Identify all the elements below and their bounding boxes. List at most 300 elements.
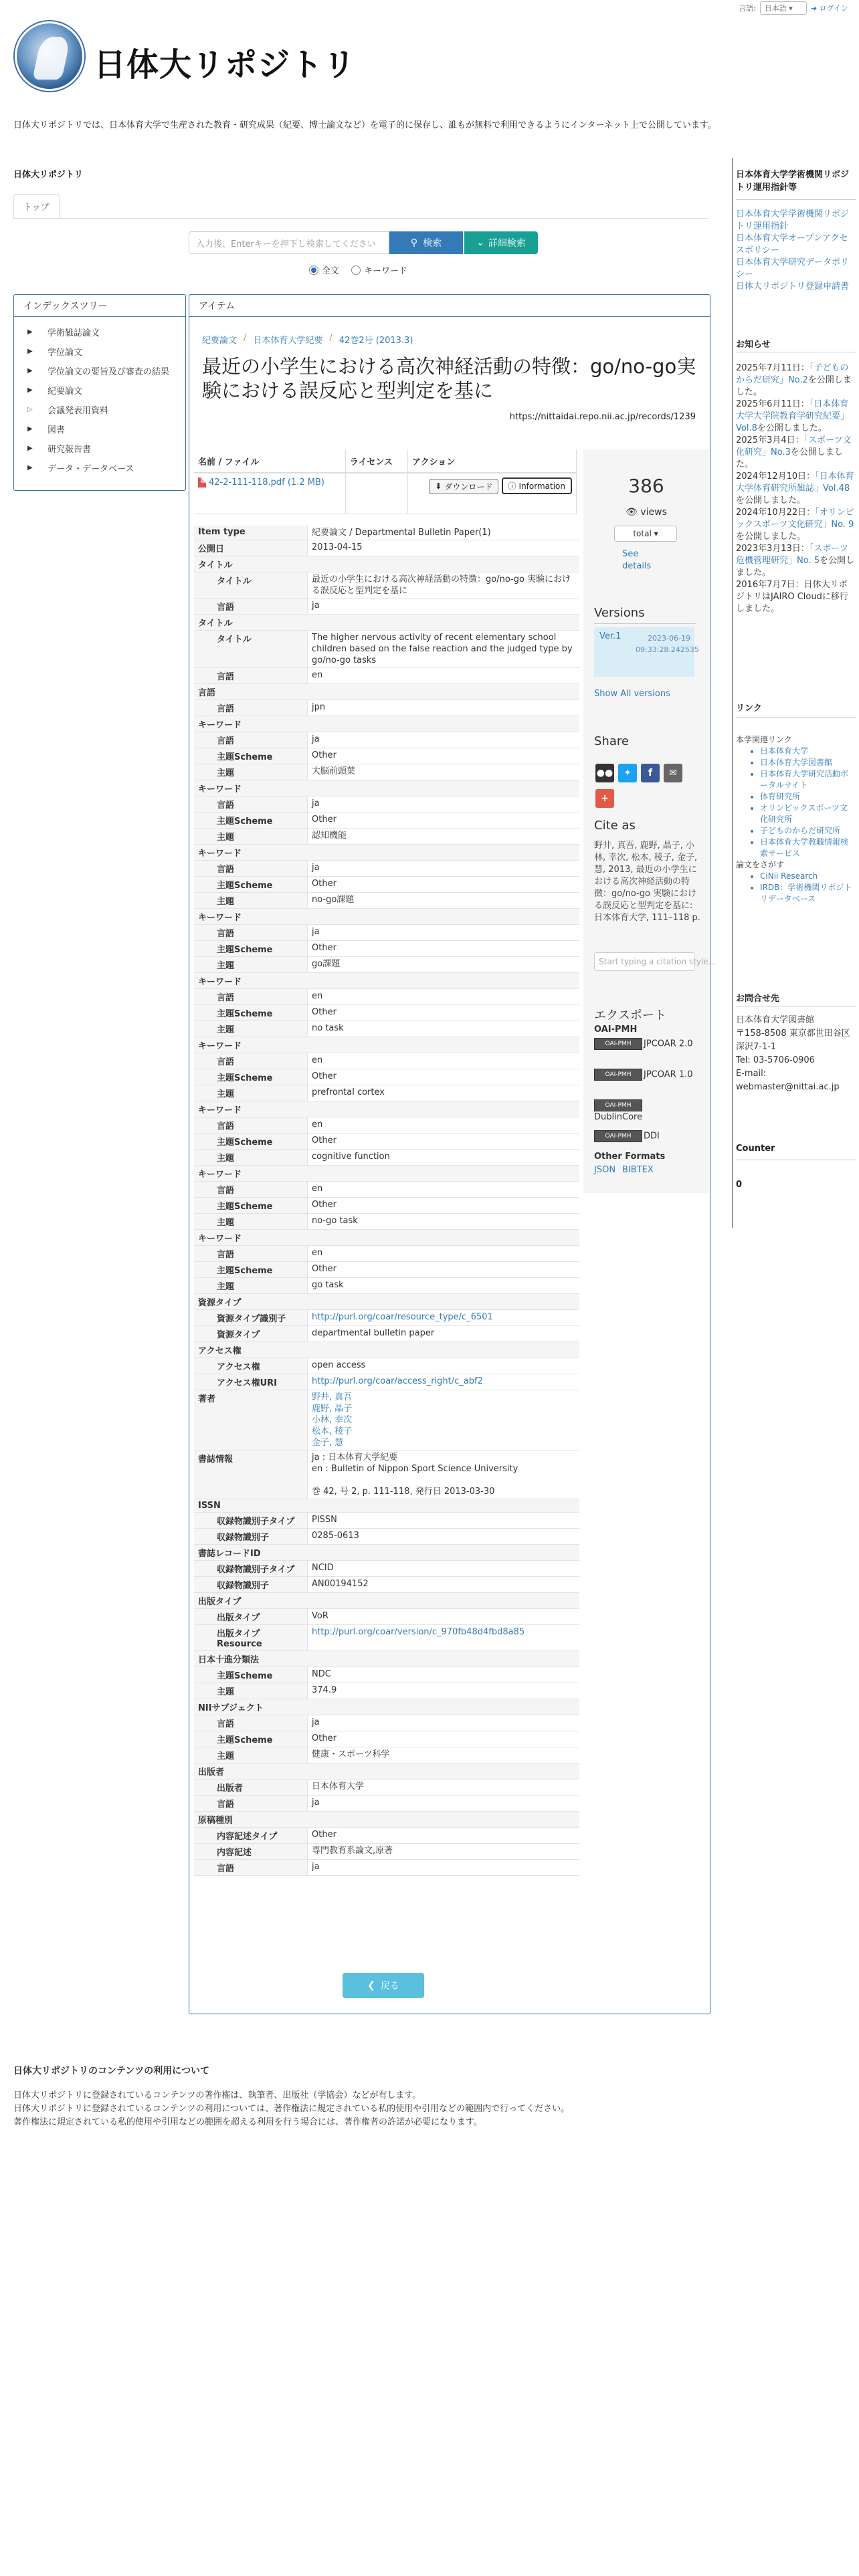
policy-links: [736, 209, 855, 293]
section-divider: [736, 717, 856, 718]
export-format-label: JPCOAR 1.0: [644, 1069, 693, 1080]
metadata-value: go task: [312, 1280, 344, 1290]
metadata-key: 出版者: [194, 1780, 308, 1795]
metadata-row: [194, 1278, 579, 1294]
news-suffix: を公開しました。: [736, 496, 806, 506]
metadata-key: 主題Scheme: [194, 1069, 308, 1085]
metadata-row: [194, 829, 579, 845]
metadata-value: cognitive function: [312, 1152, 390, 1162]
index-tree: [13, 294, 186, 491]
login-label: ログイン: [819, 4, 848, 13]
radio-keyword[interactable]: [351, 263, 407, 276]
news-date: 2016年7月7日：日体大リポジトリはJAIRO Cloudに移行しました。: [736, 580, 848, 614]
tree-item[interactable]: [14, 400, 185, 419]
metadata-key: 言語: [194, 700, 308, 716]
links-heading: リンク: [736, 704, 762, 714]
metadata-row: [194, 861, 579, 877]
metadata-section-row: [194, 909, 579, 925]
metadata-row: [194, 1005, 579, 1021]
item-title: 最近の小学生における高次神経活動の特徴：go/no-go実験における誤反応と型判定を基に: [202, 355, 696, 402]
metadata-section-row: [194, 1651, 579, 1667]
caret-right-icon[interactable]: ▶: [27, 328, 33, 336]
metadata-key: キーワード: [194, 845, 579, 860]
oai-pmh-badge-icon: OAI-PMH: [594, 1038, 642, 1050]
contact-info: [736, 1014, 855, 1094]
tree-item[interactable]: [14, 381, 185, 400]
metadata-key: 書誌情報: [194, 1451, 308, 1499]
metadata-link[interactable]: http://purl.org/coar/version/c_970fb48d4fbd8a85: [312, 1627, 525, 1637]
author-link[interactable]: 鹿野, 晶子: [312, 1404, 353, 1414]
metadata-value: ja: [312, 1798, 320, 1808]
tree-item[interactable]: [14, 458, 185, 477]
metadata-key: 主題Scheme: [194, 813, 308, 828]
metadata-row: [194, 925, 579, 941]
metadata-value: The higher nervous activity of recent elementary school children based on the false reaction and the judged type by go/no-go tasks: [312, 633, 573, 665]
caret-right-icon[interactable]: ▶: [27, 348, 33, 355]
metadata-key: キーワード: [194, 1037, 579, 1053]
news-item: [736, 543, 855, 579]
news-link[interactable]: 「オリンピックスポーツ文化研究」No. 9: [736, 508, 854, 530]
search-type-radios: [309, 263, 407, 276]
author-link[interactable]: 野井, 真吾: [312, 1392, 353, 1402]
metadata-row: [194, 526, 579, 540]
caret-right-icon[interactable]: ▶: [27, 367, 33, 374]
information-label: Information: [518, 481, 565, 491]
news-item: [736, 579, 855, 615]
metadata-key: キーワード: [194, 1101, 579, 1117]
metadata-key: 主題: [194, 893, 308, 908]
metadata-line: en : Bulletin of Nippon Sport Science University: [312, 1464, 518, 1474]
back-button[interactable]: [343, 1973, 424, 1998]
license-cell: [346, 473, 408, 514]
column-header: 名前 / ファイル: [194, 449, 346, 473]
author-link[interactable]: 小林, 幸次: [312, 1415, 353, 1425]
metadata-row: [194, 1780, 579, 1796]
metadata-value: PISSN: [312, 1515, 337, 1525]
metadata-row: [194, 813, 579, 829]
metadata-key: 収録物識別子: [194, 1529, 308, 1544]
metadata-key: 主題Scheme: [194, 941, 308, 956]
metadata-key: 公開日: [194, 540, 308, 556]
metadata-key: 主題: [194, 1278, 308, 1293]
metadata-row: [194, 1358, 579, 1374]
news-item: [736, 507, 855, 543]
metadata-row: [194, 540, 579, 556]
citation-style-input[interactable]: Start typing a citation style...: [594, 952, 694, 971]
export-format-label: DublinCore: [594, 1112, 643, 1122]
oai-pmh-badge-icon: OAI-PMH: [594, 1130, 642, 1142]
metadata-value: VoR: [312, 1611, 328, 1621]
metadata-value: go課題: [312, 959, 341, 969]
tree-item-label: 学位論文の要旨及び審査の結果: [47, 367, 170, 377]
metadata-key: 出版タイプResource: [194, 1625, 308, 1650]
version-link[interactable]: Ver.1: [599, 631, 622, 641]
metadata-key: 言語: [194, 925, 308, 940]
metadata-key: アクセス権URI: [194, 1374, 308, 1390]
metadata-link[interactable]: http://purl.org/coar/access_right/c_abf2: [312, 1376, 483, 1386]
metadata-value: Other: [312, 1007, 337, 1017]
counter-value: 0: [736, 1180, 743, 1190]
breadcrumb-item[interactable]: 日本体育大学紀要: [253, 336, 323, 346]
metadata-value: jpn: [312, 702, 326, 712]
login-icon: ➜: [810, 4, 818, 13]
export-dublincore-link[interactable]: [594, 1099, 694, 1123]
metadata-value: ja: [312, 734, 320, 744]
metadata-section-row: [194, 684, 579, 700]
metadata-row: [194, 1796, 579, 1812]
contact-line: 〒158-8508 東京都世田谷区深沢7-1-1: [736, 1029, 850, 1052]
metadata-key: キーワード: [194, 716, 579, 732]
metadata-key: 出版タイプ: [194, 1609, 308, 1624]
metadata-row: [194, 700, 579, 716]
news-link[interactable]: 「子どものからだ研究」No.2: [736, 363, 849, 385]
tab-top[interactable]: トップ: [13, 194, 60, 219]
footer-line: 著作権法に規定されている私的使用や引用などの範囲を超える利用を行う場合には、著作権者の許諾が必要になります。: [13, 2117, 482, 2127]
file-row: [194, 473, 577, 514]
file-table-header: [194, 449, 577, 473]
radio-dot: [351, 265, 361, 275]
language-select[interactable]: 日本語 ▾: [760, 1, 807, 15]
metadata-value: en: [312, 1055, 323, 1065]
metadata-key: キーワード: [194, 1230, 579, 1245]
sidebar-link[interactable]: • 日本体育大学教職情報検索サービス: [760, 837, 855, 859]
metadata-key: 資源タイプ識別子: [194, 1310, 308, 1325]
index-tree-title: インデックスツリー: [14, 295, 185, 317]
metadata-key: 内容記述タイプ: [194, 1828, 308, 1843]
oai-pmh-badge-icon: OAI-PMH: [594, 1069, 642, 1081]
metadata-key: ISSN: [194, 1499, 579, 1512]
tree-item-label: データ・データベース: [47, 464, 134, 474]
export-json-link[interactable]: JSON: [594, 1165, 616, 1175]
language-value: 日本語: [764, 4, 787, 13]
search-button[interactable]: [389, 231, 463, 254]
caret-right-icon[interactable]: ▶: [27, 445, 33, 452]
metadata-key: 主題: [194, 1085, 308, 1101]
file-table: [194, 449, 577, 514]
caret-right-icon[interactable]: ▶: [27, 464, 33, 471]
news-date: 2025年6月11日：: [736, 399, 809, 409]
news-item: [736, 435, 855, 471]
login-link[interactable]: [811, 3, 848, 13]
add-icon[interactable]: +: [595, 789, 614, 808]
views-count: 386: [628, 475, 664, 497]
metadata-section-row: [194, 845, 579, 861]
advanced-search-label: 詳細検索: [488, 238, 526, 249]
other-formats-links: [594, 1165, 654, 1175]
export-bibtex-link[interactable]: BIBTEX: [622, 1165, 654, 1175]
metadata-value: 紀要論文 / Departmental Bulletin Paper(1): [312, 528, 491, 538]
metadata-key: 主題: [194, 1214, 308, 1229]
facebook-icon[interactable]: f: [641, 764, 660, 782]
metadata-value: en: [312, 1119, 323, 1130]
metadata-value: prefrontal cortex: [312, 1087, 385, 1097]
metadata-key: 主題Scheme: [194, 1198, 308, 1213]
metadata-link[interactable]: http://purl.org/coar/resource_type/c_6501: [312, 1312, 493, 1322]
metadata-row: [194, 1262, 579, 1278]
metadata-value: en: [312, 670, 323, 680]
search-button-label: 検索: [423, 238, 442, 249]
metadata-section-row: [194, 1499, 579, 1513]
metadata-key: 言語: [194, 1182, 308, 1197]
download-button[interactable]: [429, 479, 498, 494]
metadata-section-row: [194, 1545, 579, 1561]
metadata-key: 言語: [194, 989, 308, 1004]
news-item: [736, 471, 855, 507]
metadata-key: キーワード: [194, 909, 579, 924]
export-heading: エクスポート: [594, 1008, 666, 1023]
metadata-key: 主題: [194, 764, 308, 780]
metadata-key: 主題Scheme: [194, 1134, 308, 1149]
period-select[interactable]: total ▾: [614, 526, 677, 542]
policy-link[interactable]: 日本体育大学研究データポリシー: [736, 257, 850, 280]
metadata-value: 健康・スポーツ科学: [312, 1749, 390, 1759]
export-format-label: DDI: [644, 1131, 660, 1142]
metadata-value: Other: [312, 1830, 337, 1840]
metadata-row: [194, 1117, 579, 1134]
information-button[interactable]: [502, 477, 572, 494]
metadata-value: [308, 1374, 579, 1390]
metadata-key: 収録物識別子: [194, 1577, 308, 1592]
metadata-value: departmental bulletin paper: [312, 1328, 435, 1338]
metadata-value: 日本体育大学: [312, 1782, 365, 1792]
metadata-row: [194, 1577, 579, 1593]
news-link[interactable]: 「日本体育大学体育研究所雑誌」Vol.48: [736, 471, 854, 494]
policy-link[interactable]: 日本体育大学学術機関リポジトリ運用指針: [736, 209, 850, 231]
breadcrumb: [202, 333, 413, 346]
metadata-key: 内容記述: [194, 1844, 308, 1859]
metadata-row: [194, 796, 579, 813]
contact-heading: お問合せ先: [736, 994, 780, 1004]
metadata-section-row: [194, 615, 579, 631]
radio-label: 全文: [322, 266, 340, 276]
metadata-key: タイトル: [194, 631, 308, 667]
metadata-key: 原稿種別: [194, 1812, 579, 1827]
metadata-key: 資源タイプ: [194, 1326, 308, 1341]
export-jpcoar2-link[interactable]: [594, 1038, 694, 1050]
metadata-value: Other: [312, 1136, 337, 1146]
author-link[interactable]: 金子, 慧: [312, 1438, 344, 1448]
policy-link[interactable]: 日体大リポジトリ登録申請書: [736, 282, 850, 292]
metadata-key: 言語: [194, 1117, 308, 1133]
news-suffix: を公開しました。: [736, 532, 806, 542]
metadata-value: ja: [312, 798, 320, 809]
sidebar-link[interactable]: • CiNii Research: [760, 871, 855, 882]
news-suffix: を公開しました。: [736, 447, 843, 469]
metadata-key: キーワード: [194, 1166, 579, 1181]
breadcrumb-item[interactable]: 42巻2号 (2013.3): [339, 336, 413, 346]
news-heading: お知らせ: [736, 340, 771, 350]
share-heading: Share: [594, 734, 629, 748]
contact-line: Tel: 03-5706-0906: [736, 1055, 815, 1065]
sidebar-link[interactable]: • 子どものからだ研究所: [760, 825, 855, 837]
caret-right-icon[interactable]: ▶: [27, 425, 33, 433]
advanced-search-button[interactable]: [464, 231, 538, 254]
news-suffix: を公開しました。: [757, 423, 827, 433]
metadata-row: [194, 1214, 579, 1230]
tree-item[interactable]: [14, 322, 185, 342]
metadata-value: ja: [312, 863, 320, 873]
mendeley-icon[interactable]: ●●: [595, 764, 614, 782]
metadata-key: 収録物識別子タイプ: [194, 1561, 308, 1576]
metadata-key: 収録物識別子タイプ: [194, 1513, 308, 1528]
metadata-row: [194, 1609, 579, 1625]
metadata-row: [194, 1085, 579, 1101]
tree-item[interactable]: [14, 342, 185, 361]
metadata-row: [194, 631, 579, 668]
sidebar-link[interactable]: • 日本体育大学図書館: [760, 757, 855, 768]
item-panel-title: アイテム: [189, 295, 710, 317]
tree-item-label: 図書: [47, 425, 66, 435]
news-suffix: を公開しました。: [736, 375, 852, 397]
metadata-value: no task: [312, 1023, 344, 1033]
metadata-key: キーワード: [194, 973, 579, 988]
metadata-value: en: [312, 1184, 323, 1194]
tree-item[interactable]: [14, 419, 185, 439]
email-icon[interactable]: ✉: [664, 764, 682, 782]
export-format-label: JPCOAR 2.0: [644, 1039, 693, 1049]
metadata-key: 主題: [194, 829, 308, 844]
item-permalink: https://nittaidai.repo.nii.ac.jp/records/1239: [509, 412, 696, 422]
metadata-key: 言語: [194, 684, 579, 700]
metadata-value: Other: [312, 1733, 337, 1743]
metadata-key: 出版タイプ: [194, 1593, 579, 1608]
metadata-key: 言語: [194, 1715, 308, 1731]
tree-item-label: 紀要論文: [47, 387, 83, 397]
links-group-label: 論文をさがす: [736, 860, 785, 869]
tree-item-label: 研究報告書: [47, 445, 92, 455]
show-all-versions-link[interactable]: Show All versions: [594, 689, 670, 699]
metadata-key: 主題: [194, 1747, 308, 1763]
metadata-row: [194, 1747, 579, 1763]
metadata-key: 日本十進分類法: [194, 1651, 579, 1667]
sidebar-link[interactable]: • 体育研究所: [760, 791, 855, 802]
metadata-value: Other: [312, 943, 337, 953]
metadata-line: 巻 42, 号 2, p. 111-118, 発行日 2013-03-30: [312, 1487, 495, 1497]
tree-item[interactable]: [14, 439, 185, 458]
metadata-row: [194, 1198, 579, 1214]
cite-heading: Cite as: [594, 819, 636, 833]
metadata-key: 主題Scheme: [194, 1005, 308, 1021]
metadata-key: 著者: [194, 1390, 308, 1450]
metadata-key: キーワード: [194, 780, 579, 796]
metadata-key: NIIサブジェクト: [194, 1699, 579, 1715]
tree-item[interactable]: [14, 361, 185, 381]
metadata-key: タイトル: [194, 572, 308, 598]
metadata-row: [194, 1625, 579, 1651]
metadata-row: [194, 1715, 579, 1731]
views-label-text: views: [640, 507, 667, 518]
sidebar-link[interactable]: • オリンピックスポーツ文化研究所: [760, 802, 855, 825]
metadata-value: AN00194152: [312, 1579, 369, 1589]
search-input[interactable]: 入力後、Enterキーを押下し検索してください: [189, 231, 389, 254]
column-header: アクション: [408, 449, 577, 473]
caret-right-icon[interactable]: ▶: [27, 387, 33, 394]
news-suffix: を公開しました。: [736, 556, 855, 578]
author-link[interactable]: 松本, 稜子: [312, 1426, 353, 1436]
metadata-key: 主題: [194, 1021, 308, 1037]
metadata-row: [194, 599, 579, 615]
see-details-link[interactable]: See details: [622, 549, 652, 571]
sidebar-link[interactable]: • 日本体育大学: [760, 746, 855, 757]
export-ddi-link[interactable]: [594, 1130, 694, 1142]
metadata-key: 主題: [194, 1150, 308, 1165]
pdf-file-icon: [198, 477, 206, 488]
metadata-key: 言語: [194, 861, 308, 876]
policy-link[interactable]: 日本体育大学オープンアクセスポリシー: [736, 233, 848, 255]
metadata-key: 主題Scheme: [194, 748, 308, 764]
eye-icon: 👁: [626, 507, 638, 518]
tab-divider: [13, 218, 709, 219]
sidebar-divider: [732, 158, 733, 1228]
metadata-key: Item type: [194, 526, 308, 540]
metadata-row: [194, 1667, 579, 1683]
metadata-section-row: [194, 1699, 579, 1715]
metadata-key: 資源タイプ: [194, 1294, 579, 1309]
metadata-key: 主題Scheme: [194, 1667, 308, 1683]
footer-line: 日体大リポジトリに登録されているコンテンツの著作権は、執筆者、出版社（学協会）などが有します。: [13, 2090, 421, 2101]
search-icon: ⚲: [410, 237, 418, 248]
export-jpcoar1-link[interactable]: [594, 1069, 694, 1081]
metadata-key: 言語: [194, 732, 308, 748]
metadata-value: Other: [312, 815, 337, 825]
metadata-section-row: [194, 1037, 579, 1053]
metadata-value: [308, 1310, 579, 1325]
metadata-section-row: [194, 780, 579, 796]
metadata-value: ja: [312, 927, 320, 937]
metadata-value: 0285-0613: [312, 1531, 359, 1541]
footer-text: [13, 2089, 816, 2129]
file-link[interactable]: 42-2-111-118.pdf (1.2 MB): [209, 477, 324, 488]
metadata-key: 言語: [194, 1053, 308, 1069]
metadata-line: [312, 1475, 575, 1486]
metadata-row: [194, 1844, 579, 1860]
metadata-value: en: [312, 1248, 323, 1258]
news-link[interactable]: 「スポーツ文化研究」No.3: [736, 435, 852, 457]
metadata-value: ja: [312, 1717, 320, 1727]
tree-item-label: 学術雑誌論文: [47, 328, 100, 338]
twitter-icon[interactable]: ✦: [618, 764, 637, 782]
metadata-row: [194, 941, 579, 957]
news-link[interactable]: 「スポーツ危機管理研究」No. 5: [736, 544, 848, 566]
metadata-row: [194, 1021, 579, 1037]
tree-item-label: 学位論文: [47, 348, 83, 358]
site-title[interactable]: 日体大リポジトリ: [94, 46, 357, 84]
info-icon: ⓘ: [508, 481, 516, 491]
news-item: [736, 399, 855, 435]
links-group-label: 本学関連リンク: [736, 735, 792, 744]
metadata-row: [194, 1069, 579, 1085]
links-list: [736, 734, 855, 905]
breadcrumb-item[interactable]: 紀要論文: [202, 336, 237, 346]
metadata-section-row: [194, 556, 579, 572]
sidebar-link[interactable]: • 日本体育大学研究活動ポータルサイト: [760, 768, 855, 791]
site-logo[interactable]: [15, 21, 84, 91]
metadata-row: [194, 1451, 579, 1499]
news-link[interactable]: 「日本体育大学大学院教育学研究紀要」Vol.8: [736, 399, 850, 433]
metadata-row: [194, 1828, 579, 1844]
metadata-section-row: [194, 1812, 579, 1828]
radio-fulltext[interactable]: [309, 263, 339, 276]
metadata-row: [194, 957, 579, 973]
breadcrumb-separator: /: [244, 333, 247, 343]
section-divider: [736, 199, 856, 200]
metadata-line: ja : 日本体育大学紀要: [312, 1453, 398, 1463]
sidebar-link[interactable]: • IRDB：学術機関リポジトリデータベース: [760, 882, 855, 905]
versions-heading: Versions: [594, 606, 645, 620]
metadata-value: 2013-04-15: [312, 542, 363, 552]
metadata-value: ja: [312, 1862, 320, 1872]
radio-label: キーワード: [364, 266, 408, 276]
